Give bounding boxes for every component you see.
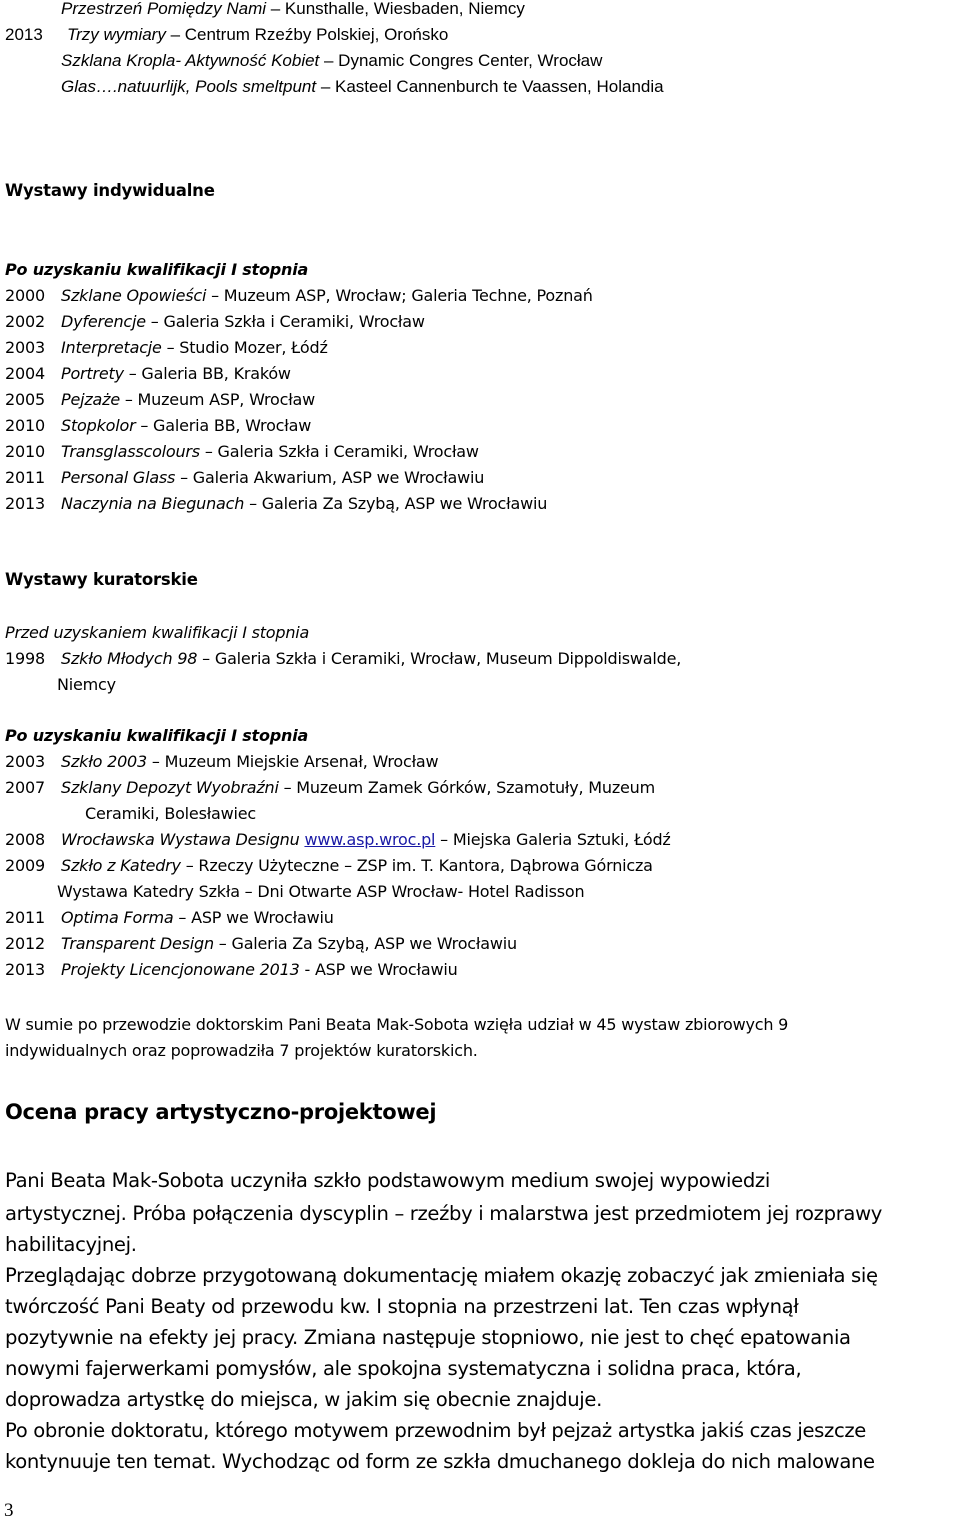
entry-year: 2008 <box>5 830 45 849</box>
entry-venue: – ASP we Wrocławiu <box>173 908 334 927</box>
entry-venue: – Galeria Akwarium, ASP we Wrocławiu <box>175 468 485 487</box>
exhibition-entry <box>5 22 448 48</box>
entry-venue: – Galeria BB, Kraków <box>123 364 291 383</box>
entry-title: Personal Glass <box>61 468 176 487</box>
entry-venue: – Muzeum Zamek Górków, Szamotuły, Muzeum <box>278 778 655 797</box>
entry-year: 1998 <box>5 649 45 668</box>
entry-continuation: Ceramiki, Bolesławiec <box>85 804 257 823</box>
entry-year: 2005 <box>5 390 45 409</box>
entry-title: Transglasscolours <box>61 442 200 461</box>
entry-venue: – Dynamic Congres Center, Wrocław <box>319 51 603 70</box>
entry-year: 2011 <box>5 908 45 927</box>
evaluation-line: pozytywnie na efekty jej pracy. Zmiana następuje stopniowo, nie jest to chęć epatowania <box>5 1326 851 1349</box>
exhibition-entry <box>5 775 655 801</box>
entry-venue: – Galeria Za Szybą, ASP we Wrocławiu <box>213 934 517 953</box>
entry-venue: – Kasteel Cannenburch te Vaassen, Holandia <box>316 77 664 96</box>
subheading-after-qualification: Po uzyskaniu kwalifikacji I stopnia <box>5 726 309 745</box>
evaluation-line: Po obronie doktoratu, którego motywem przewodnim był pejzaż artystka jakiś czas jeszcze <box>5 1419 867 1442</box>
entry-year: 2007 <box>5 778 45 797</box>
exhibition-entry <box>5 905 334 931</box>
exhibition-entry <box>5 309 425 335</box>
entry-year: 2003 <box>5 752 45 771</box>
subheading-after-qualification: Po uzyskaniu kwalifikacji I stopnia <box>5 260 309 279</box>
entry-title: Szkło 2003 <box>61 752 148 771</box>
entry-title: Przestrzeń Pomiędzy Nami <box>61 0 267 18</box>
section-heading-curatorial: Wystawy kuratorskie <box>5 570 198 589</box>
entry-year: 2013 <box>5 25 43 44</box>
entry-venue: – Galeria Szkła i Ceramiki, Wrocław <box>199 442 479 461</box>
entry-year: 2012 <box>5 934 45 953</box>
entry-venue: – Centrum Rzeźby Polskiej, Orońsko <box>165 25 449 44</box>
entry-venue: – Muzeum ASP, Wrocław; Galeria Techne, Poznań <box>206 286 593 305</box>
exhibition-entry <box>5 439 479 465</box>
entry-venue: – Galeria Za Szybą, ASP we Wrocławiu <box>244 494 548 513</box>
subheading-before-qualification: Przed uzyskaniem kwalifikacji I stopnia <box>5 623 310 642</box>
entry-title: Interpretacje <box>61 338 162 357</box>
entry-venue: – Galeria BB, Wrocław <box>135 416 312 435</box>
entry-venue: – Studio Mozer, Łódź <box>161 338 328 357</box>
entry-title: Stopkolor <box>61 416 136 435</box>
section-heading-individual: Wystawy indywidualne <box>5 181 215 200</box>
entry-title: Szklane Opowieści <box>61 286 207 305</box>
evaluation-line: twórczość Pani Beaty od przewodu kw. I stopnia na przestrzeni lat. Ten czas wpłynął <box>5 1295 799 1318</box>
entry-title: Projekty Licencjonowane 2013 <box>61 960 300 979</box>
entry-year: 2000 <box>5 286 45 305</box>
evaluation-line: habilitacyjnej. <box>5 1233 137 1256</box>
entry-title: Dyferencje <box>61 312 146 331</box>
exhibition-entry <box>5 74 664 100</box>
exhibition-entry <box>5 957 458 983</box>
evaluation-line: nowymi fajerwerkami pomysłów, ale spokojna systematyczna i solidna praca, która, <box>5 1357 802 1380</box>
page-number: 3 <box>4 1500 14 1521</box>
entry-title: Portrety <box>61 364 124 383</box>
evaluation-line: Przeglądając dobrze przygotowaną dokumentację miałem okazję zobaczyć jak zmieniała się <box>5 1264 878 1287</box>
exhibition-entry <box>5 749 438 775</box>
exhibition-entry <box>5 465 484 491</box>
website-link[interactable]: www.asp.wroc.pl <box>304 830 436 849</box>
entry-venue: – Galeria Szkła i Ceramiki, Wrocław <box>145 312 425 331</box>
exhibition-entry <box>5 931 517 957</box>
entry-title: Glas….natuurlijk, Pools smeltpunt <box>61 77 317 96</box>
entry-year: 2009 <box>5 856 45 875</box>
entry-year: 2011 <box>5 468 45 487</box>
entry-title: Trzy wymiary <box>67 25 166 44</box>
exhibition-entry <box>5 335 328 361</box>
exhibition-entry <box>5 827 671 853</box>
entry-title: Optima Forma <box>61 908 174 927</box>
summary-line: indywidualnych oraz poprowadziła 7 projektów kuratorskich. <box>5 1041 478 1060</box>
exhibition-entry <box>5 283 593 309</box>
entry-venue: – Rzeczy Użyteczne – ZSP im. T. Kantora, Dąbrowa Górnicza <box>180 856 653 875</box>
evaluation-line: doprowadza artystkę do miejsca, w jakim się obecnie znajduje. <box>5 1388 602 1411</box>
entry-title: Szkło z Katedry <box>61 856 181 875</box>
entry-year: 2002 <box>5 312 45 331</box>
entry-venue: – Kunsthalle, Wiesbaden, Niemcy <box>266 0 525 18</box>
entry-year: 2003 <box>5 338 45 357</box>
entry-venue: - ASP we Wrocławiu <box>299 960 458 979</box>
entry-year: 2004 <box>5 364 45 383</box>
entry-title: Wrocławska Wystawa Designu <box>61 830 300 849</box>
entry-venue: – Muzeum ASP, Wrocław <box>119 390 316 409</box>
evaluation-line: artystycznej. Próba połączenia dyscyplin – rzeźby i malarstwa jest przedmiotem jej rozprawy <box>5 1202 882 1225</box>
exhibition-entry <box>5 413 311 439</box>
entry-title: Szkło Młodych 98 <box>61 649 198 668</box>
exhibition-entry <box>5 853 653 879</box>
entry-year: 2010 <box>5 442 45 461</box>
entry-continuation: Niemcy <box>57 675 116 694</box>
entry-title: Transparent Design <box>61 934 214 953</box>
entry-venue: – Miejska Galeria Sztuki, Łódź <box>435 830 671 849</box>
exhibition-entry <box>5 361 291 387</box>
exhibition-entry <box>5 646 681 672</box>
entry-title: Szklany Depozyt Wyobraźni <box>61 778 279 797</box>
evaluation-line: kontynuuje ten temat. Wychodząc od form ze szkła dmuchanego dokleja do nich malowane <box>5 1450 875 1473</box>
entry-venue: – Muzeum Miejskie Arsenał, Wrocław <box>147 752 439 771</box>
exhibition-entry <box>5 387 315 413</box>
entry-title: Pejzaże <box>61 390 120 409</box>
entry-title: Szklana Kropla- Aktywność Kobiet <box>61 51 320 70</box>
evaluation-line: Pani Beata Mak-Sobota uczyniła szkło podstawowym medium swojej wypowiedzi <box>5 1169 770 1192</box>
entry-year: 2013 <box>5 960 45 979</box>
exhibition-entry <box>5 0 525 22</box>
section-title-evaluation: Ocena pracy artystyczno-projektowej <box>5 1100 437 1124</box>
entry-continuation: Wystawa Katedry Szkła – Dni Otwarte ASP Wrocław- Hotel Radisson <box>57 882 585 901</box>
summary-line: W sumie po przewodzie doktorskim Pani Beata Mak-Sobota wzięła udział w 45 wystaw zbiorowych 9 <box>5 1015 789 1034</box>
entry-year: 2010 <box>5 416 45 435</box>
exhibition-entry <box>5 48 602 74</box>
entry-year: 2013 <box>5 494 45 513</box>
entry-title: Naczynia na Biegunach <box>61 494 245 513</box>
entry-venue: – Galeria Szkła i Ceramiki, Wrocław, Museum Dippoldiswalde, <box>197 649 682 668</box>
exhibition-entry <box>5 491 547 517</box>
